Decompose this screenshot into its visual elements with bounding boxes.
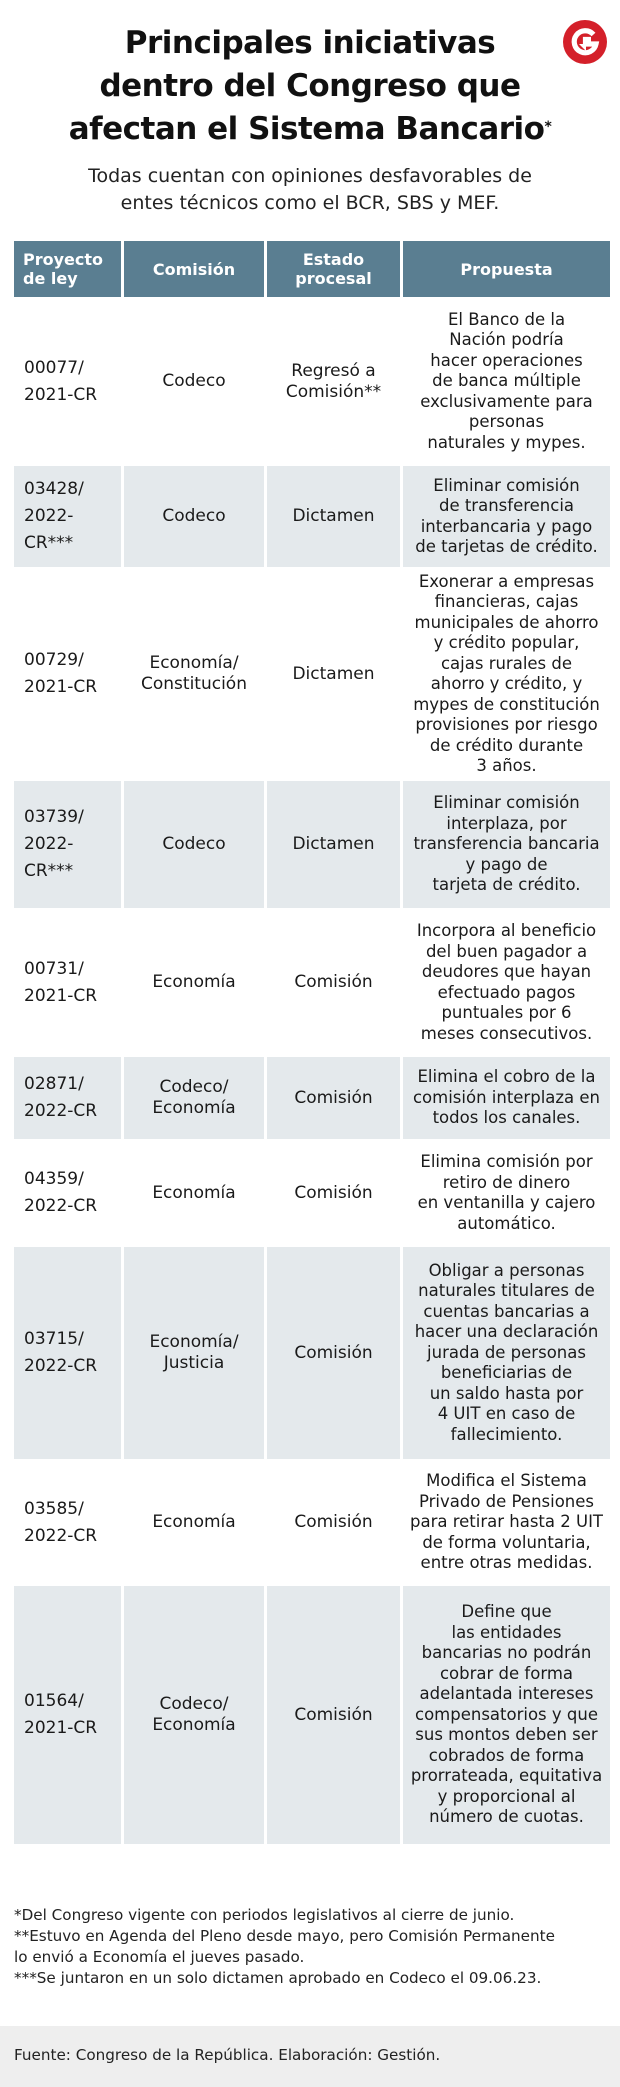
cell-line: 2021-CR [24, 1718, 98, 1738]
table-row [14, 570, 610, 778]
subtitle-line: entes técnicos como el BCR, SBS y MEF. [120, 192, 500, 214]
infographic-header [0, 0, 620, 228]
cell-line: CR*** [24, 861, 74, 881]
cell-comision [124, 1462, 264, 1583]
table-row [14, 1057, 610, 1139]
table-body [14, 300, 610, 1844]
cell-line: 03585/ [24, 1498, 84, 1519]
cell-line: Elimina el cobro de la [417, 1067, 596, 1087]
cell-propuesta [403, 1247, 610, 1459]
cell-line: provisiones por riesgo [415, 715, 598, 734]
initiatives-table [11, 238, 613, 1847]
cell-comision [124, 466, 264, 567]
cell-line: cajas rurales de [440, 653, 573, 673]
cell-line: entre otras medidas. [420, 1553, 593, 1573]
cell-line: deudores que hayan [421, 962, 592, 981]
cell-line: 03739/ [24, 807, 84, 827]
footnote-line: **Estuvo en Agenda del Pleno desde mayo, pero Comisión Permanente [14, 1927, 555, 1945]
cell-line: Eliminar comisión [433, 793, 580, 813]
cell-line: interbancaria y pago [420, 516, 593, 536]
cell-line: retiro de dinero [442, 1172, 571, 1192]
cell-propuesta [403, 1057, 610, 1139]
cell-propuesta [403, 1462, 610, 1583]
cell-proyecto [14, 1462, 121, 1583]
column-header-line: Estado [302, 250, 365, 269]
cell-comision [124, 1057, 264, 1139]
cell-line: cuentas bancarias a [423, 1301, 590, 1321]
cell-line: transferencia bancaria [413, 834, 600, 854]
cell-line: Economía [152, 1182, 236, 1203]
cell-line: Nación podría [449, 330, 564, 350]
cell-line: Comisión** [285, 381, 382, 402]
cell-line: Justicia [163, 1353, 225, 1373]
cell-line: 04359/ [24, 1169, 84, 1189]
cell-line: CR*** [24, 533, 74, 553]
cell-line: exclusivamente para [420, 391, 593, 411]
cell-line: Comisión [294, 1512, 373, 1532]
cell-proyecto [14, 1057, 121, 1139]
table-row [14, 1142, 610, 1244]
cell-line: 2022- [24, 506, 74, 526]
cell-line: 03715/ [24, 1329, 84, 1349]
footnotes [14, 1905, 610, 1989]
source-footer [0, 2026, 620, 2087]
cell-propuesta [403, 1586, 610, 1844]
cell-line: Economía [152, 972, 236, 992]
cell-line: municipales de ahorro [414, 612, 599, 632]
cell-line: mypes de constitución [413, 694, 600, 714]
cell-propuesta [403, 781, 610, 908]
cell-comision [124, 1247, 264, 1459]
cell-line: todos los canales. [432, 1108, 581, 1128]
cell-line: Comisión [294, 1342, 373, 1363]
column-header-estado [267, 241, 400, 297]
cell-line: cobrar de forma [439, 1663, 573, 1683]
cell-line: cobrados de forma [428, 1745, 585, 1765]
column-header-line: Comisión [152, 259, 236, 279]
cell-estado [267, 781, 400, 908]
cell-line: número de cuotas. [429, 1807, 584, 1827]
cell-line: meses consecutivos. [420, 1023, 593, 1043]
footnote-line: ***Se juntaron en un solo dictamen aprobado en Codeco el 09.06.23. [14, 1969, 542, 1987]
cell-line: Obligar a personas [428, 1260, 585, 1280]
cell-line: en ventanilla y cajero [417, 1193, 596, 1212]
cell-line: Dictamen [292, 663, 375, 684]
cell-line: Codeco [162, 506, 226, 526]
table-row [14, 300, 610, 463]
cell-line: Comisión [294, 1087, 373, 1108]
cell-line: 4 UIT en caso de [437, 1404, 576, 1424]
cell-estado [267, 300, 400, 463]
cell-line: 00731/ [24, 958, 84, 979]
title-line [0, 108, 620, 157]
cell-line: 00077/ [24, 357, 84, 378]
cell-line: para retirar hasta 2 UIT [409, 1512, 604, 1532]
gestion-logo-icon [563, 20, 607, 64]
column-header-line: Propuesta [460, 259, 553, 279]
column-header-line: Proyecto [23, 250, 104, 269]
cell-line: de tarjetas de crédito. [415, 537, 598, 556]
cell-line: 2021-CR [24, 985, 98, 1006]
column-header-line: de ley [23, 269, 78, 288]
cell-line: jurada de personas [427, 1342, 586, 1362]
footnote-line: *Del Congreso vigente con periodos legislativos al cierre de junio. [14, 1906, 515, 1924]
cell-line: Economía/ [149, 1332, 239, 1352]
title-line: Principales iniciativas [124, 25, 496, 61]
cell-line: y pago de [465, 854, 548, 874]
cell-line: de forma voluntaria, [422, 1532, 591, 1552]
cell-line: Dictamen [292, 834, 375, 854]
cell-line: Economía [152, 1512, 236, 1532]
cell-proyecto [14, 911, 121, 1054]
cell-line: naturales y mypes. [427, 432, 586, 452]
cell-line: 01564/ [24, 1691, 84, 1711]
cell-line: Dictamen [292, 506, 375, 526]
source-credit: Fuente: Congreso de la República. Elaboración: Gestión. [14, 2046, 441, 2064]
cell-line: fallecimiento. [450, 1424, 563, 1444]
cell-line: de banca múltiple [432, 371, 581, 391]
cell-line: Codeco [162, 834, 226, 854]
cell-estado [267, 570, 400, 778]
cell-estado [267, 1247, 400, 1459]
cell-line: prorrateada, equitativa [410, 1766, 603, 1786]
cell-line: 00729/ [24, 650, 84, 670]
cell-line: sus montos deben ser [415, 1725, 598, 1745]
cell-line: Incorpora al beneficio [416, 921, 597, 940]
subtitle-line: Todas cuentan con opiniones desfavorables de [88, 165, 532, 187]
cell-line: de crédito durante [429, 735, 584, 755]
cell-line: Modifica el Sistema [426, 1471, 587, 1491]
cell-line: Define que [461, 1602, 552, 1622]
cell-line: Privado de Pensiones [418, 1491, 595, 1511]
cell-estado [267, 466, 400, 567]
cell-line: compensatorios y que [415, 1704, 598, 1724]
cell-comision [124, 781, 264, 908]
table-row [14, 1462, 610, 1583]
cell-propuesta [403, 570, 610, 778]
cell-line: 2022-CR [24, 1525, 98, 1546]
cell-line: efectuado pagos [437, 982, 576, 1002]
table-row [14, 781, 610, 908]
cell-line: Codeco/ [159, 1077, 229, 1097]
cell-estado [267, 1586, 400, 1844]
cell-line: Regresó a [291, 360, 376, 381]
table-row [14, 1586, 610, 1844]
cell-line: Exonerar a empresas [418, 571, 595, 591]
cell-line: personas [468, 412, 545, 432]
cell-line: Comisión [294, 1704, 373, 1725]
footnote-line: lo envió a Economía el jueves pasado. [14, 1948, 305, 1966]
cell-line: ahorro y crédito, y [430, 674, 583, 693]
cell-line: las entidades [451, 1622, 562, 1642]
cell-line: un saldo hasta por [429, 1383, 584, 1403]
cell-line: Economía/ [149, 653, 239, 673]
cell-line: 02871/ [24, 1074, 84, 1094]
cell-line: hacer operaciones [430, 350, 583, 370]
cell-line: 03428/ [24, 479, 84, 499]
cell-line: interplaza, por [446, 813, 567, 833]
table-row [14, 466, 610, 567]
cell-line: 2022- [24, 834, 74, 854]
cell-line: puntuales por 6 [441, 1003, 572, 1022]
cell-proyecto [14, 300, 121, 463]
cell-proyecto [14, 570, 121, 778]
cell-estado [267, 911, 400, 1054]
cell-line: comisión interplaza en [412, 1087, 601, 1107]
column-header-proyecto [14, 241, 121, 297]
cell-line: 2022-CR [24, 1196, 98, 1216]
cell-line: y crédito popular, [433, 633, 580, 652]
cell-comision [124, 570, 264, 778]
cell-line: automático. [457, 1213, 556, 1233]
subtitle [0, 163, 620, 217]
cell-proyecto [14, 1586, 121, 1844]
cell-line: 2021-CR [24, 677, 98, 697]
cell-line: Eliminar comisión [433, 475, 580, 495]
cell-line: financieras, cajas [434, 592, 579, 611]
cell-comision [124, 911, 264, 1054]
cell-propuesta [403, 911, 610, 1054]
cell-proyecto [14, 466, 121, 567]
cell-line: 2022-CR [24, 1356, 98, 1376]
table-header-row [14, 241, 610, 297]
column-header-propuesta [403, 241, 610, 297]
cell-proyecto [14, 781, 121, 908]
title-line-text: afectan el Sistema Bancario [68, 111, 545, 147]
cell-line: Economía [152, 1715, 236, 1735]
cell-proyecto [14, 1142, 121, 1244]
cell-comision [124, 1586, 264, 1844]
cell-line: Comisión [294, 1182, 373, 1203]
cell-line: El Banco de la [447, 309, 566, 329]
cell-line: Economía [152, 1098, 236, 1118]
cell-line: Comisión [294, 972, 373, 992]
cell-line: tarjeta de crédito. [432, 875, 581, 895]
cell-line: naturales titulares de [418, 1281, 595, 1301]
cell-line: de transferencia [438, 496, 575, 515]
cell-line: adelantada intereses [419, 1684, 594, 1704]
cell-line: Constitución [141, 674, 247, 694]
table-row [14, 1247, 610, 1459]
cell-proyecto [14, 1247, 121, 1459]
cell-line: 2021-CR [24, 384, 98, 405]
cell-line: 2022-CR [24, 1101, 98, 1121]
cell-propuesta [403, 466, 610, 567]
cell-line: del buen pagador a [425, 941, 588, 961]
cell-line: bancarias no podrán [421, 1643, 592, 1663]
cell-comision [124, 1142, 264, 1244]
cell-line: beneficiarias de [440, 1363, 573, 1383]
gestion-logo-glyph [563, 20, 607, 64]
cell-line: y proporcional al [437, 1786, 576, 1806]
cell-propuesta [403, 300, 610, 463]
cell-propuesta [403, 1142, 610, 1244]
cell-estado [267, 1462, 400, 1583]
cell-line: Codeco/ [159, 1694, 229, 1714]
cell-estado [267, 1142, 400, 1244]
title-footnote-mark: * [544, 119, 552, 135]
cell-line: Codeco [162, 371, 226, 391]
cell-line: 3 años. [476, 756, 537, 775]
column-header-comision [124, 241, 264, 297]
title-line: dentro del Congreso que [99, 68, 521, 104]
cell-comision [124, 300, 264, 463]
table-row [14, 911, 610, 1054]
column-header-line: procesal [295, 269, 372, 288]
cell-estado [267, 1057, 400, 1139]
page-title [0, 22, 620, 157]
table-header [14, 241, 610, 297]
cell-line: hacer una declaración [414, 1322, 599, 1342]
cell-line: Elimina comisión por [420, 1152, 593, 1171]
